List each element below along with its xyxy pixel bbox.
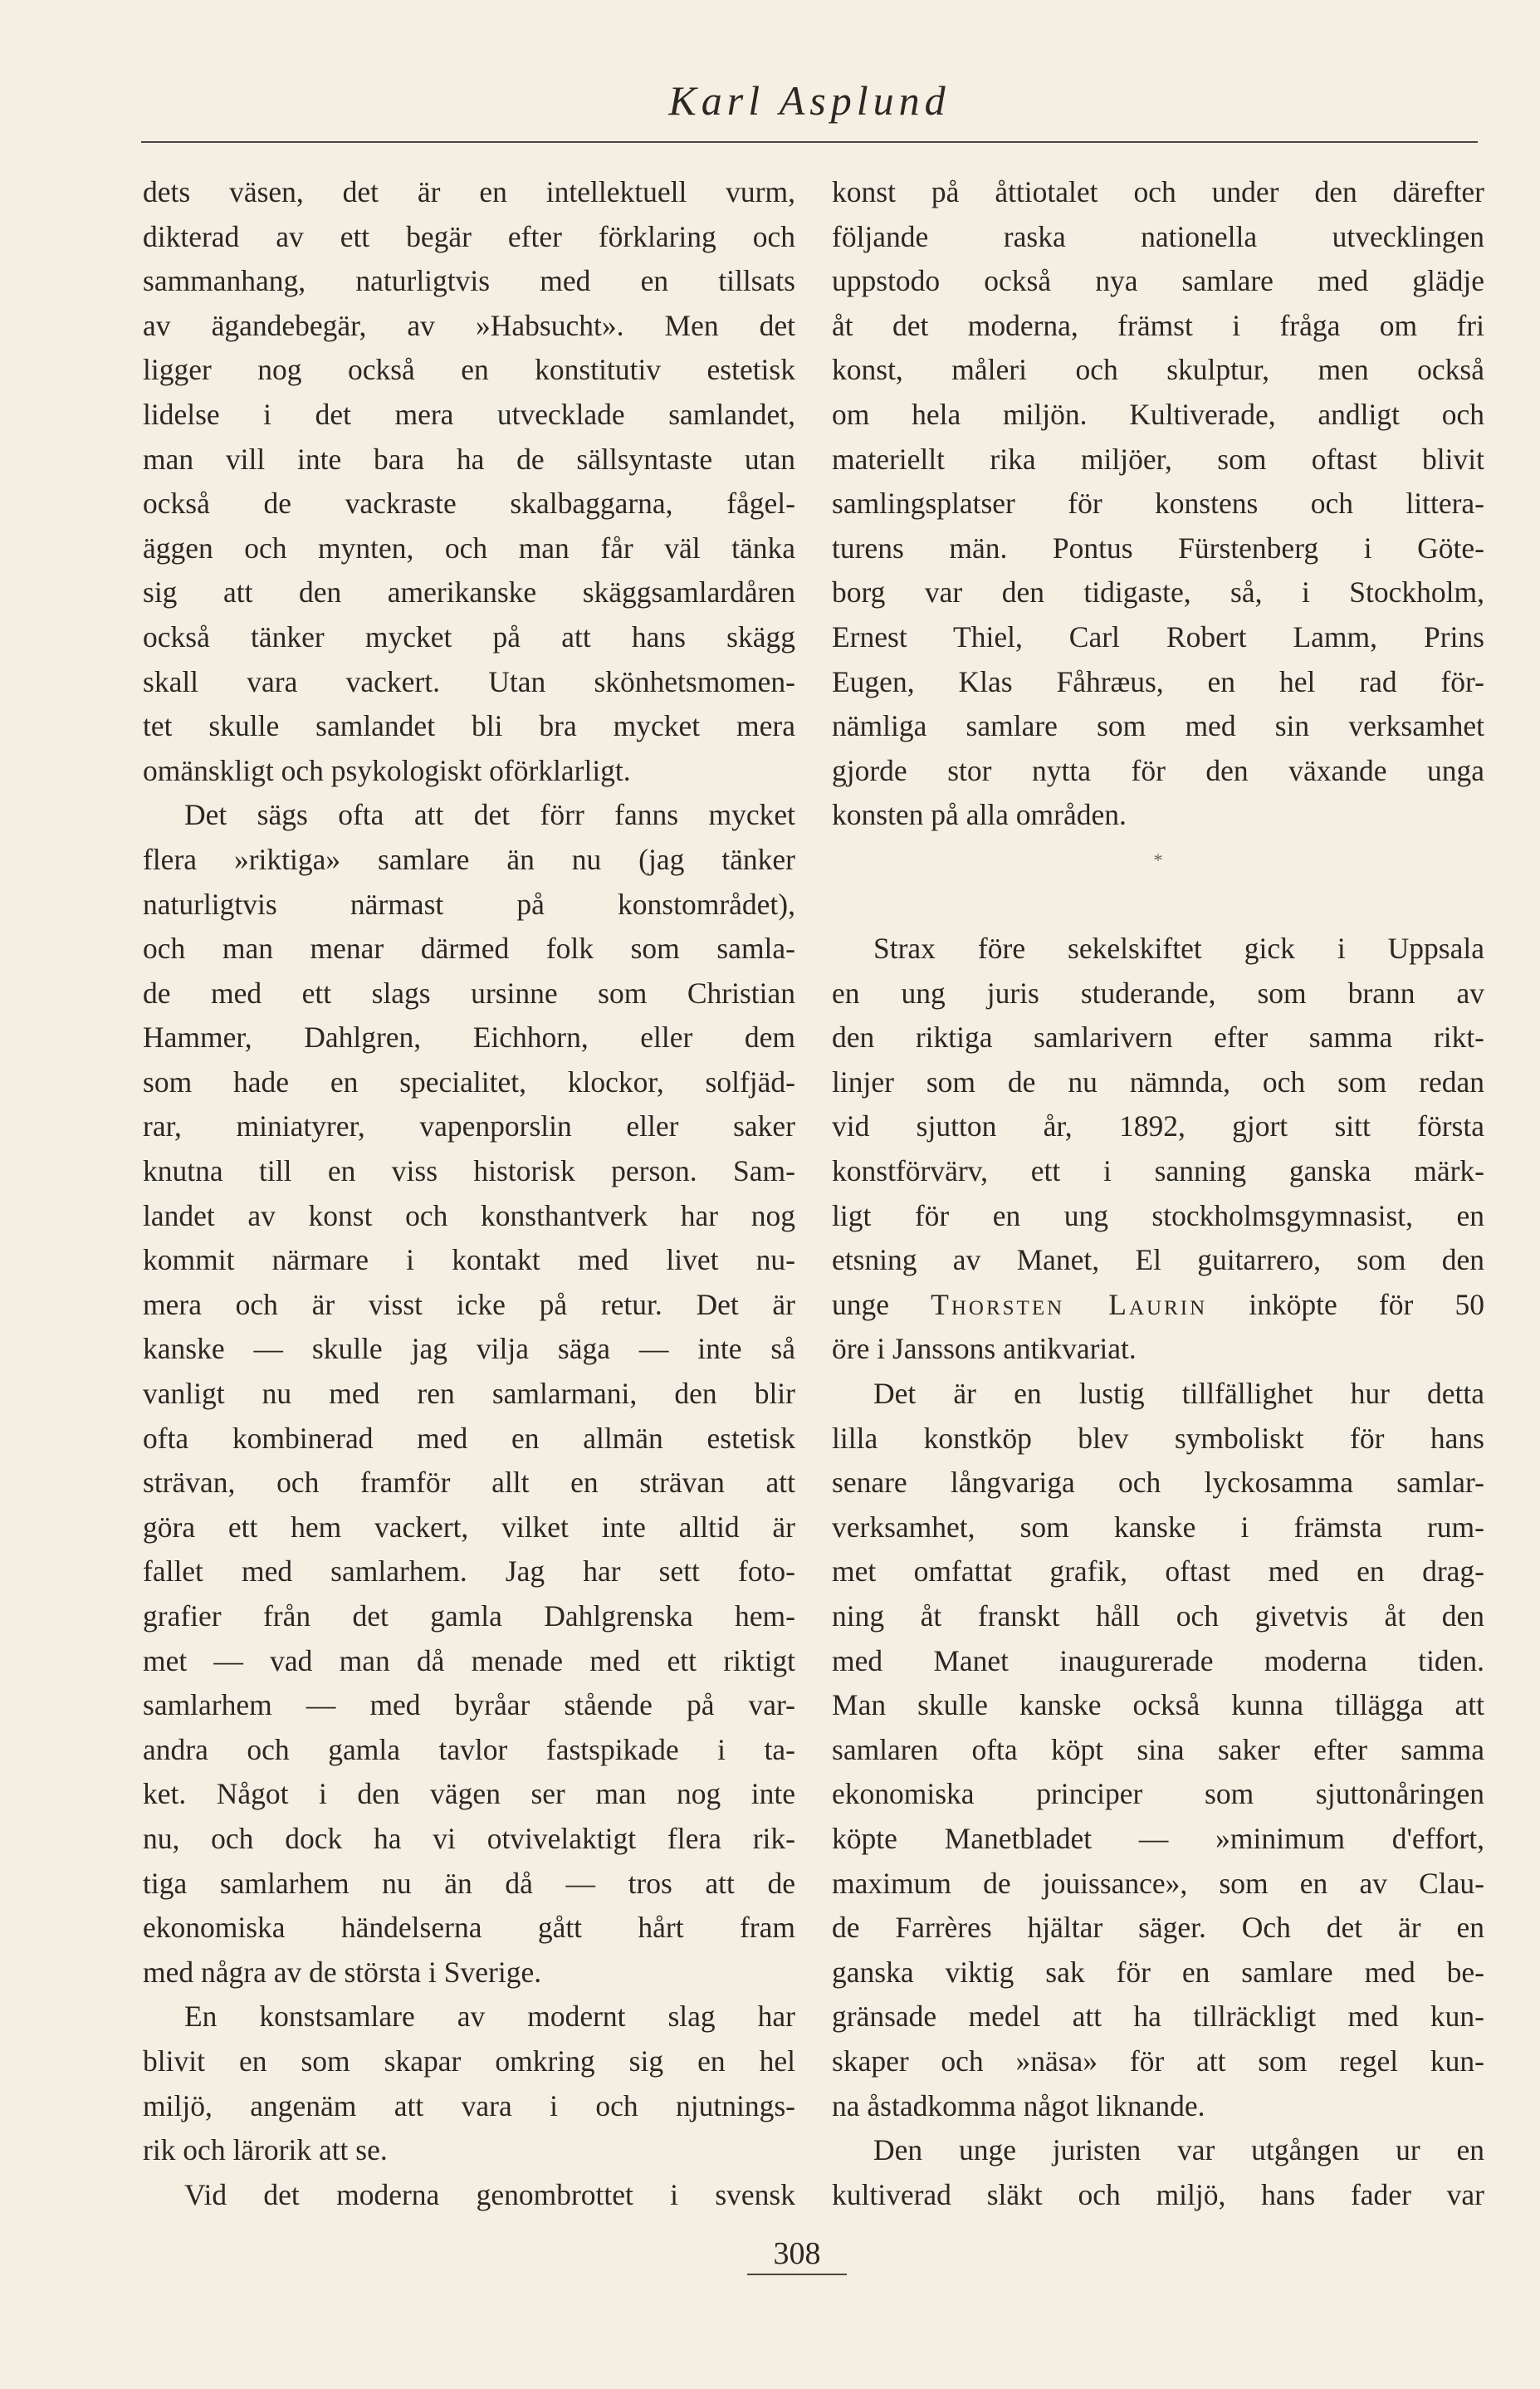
text-line: borg var den tidigaste, så, i Stockholm, <box>832 575 1484 609</box>
text-line: konst, måleri och skulptur, men också <box>832 353 1484 387</box>
text-line: uppstodo också nya samlare med glädje <box>832 264 1484 298</box>
text-line: Hammer, Dahlgren, Eichhorn, eller dem <box>143 1021 795 1055</box>
text-line: miljö, angenäm att vara i och njutnings- <box>143 2088 795 2122</box>
text-line: skaper och »näsa» för att som regel kun- <box>832 2044 1484 2078</box>
header-rule <box>141 141 1478 143</box>
text-line: konstförvärv, ett i sanning ganska märk- <box>832 1154 1484 1188</box>
section-gap <box>832 883 1484 928</box>
text-line: mera och är visst icke på retur. Det är <box>143 1287 795 1321</box>
text-line: samlarhem — med byråar stående på var- <box>143 1688 795 1722</box>
page-number: 308 <box>747 2235 847 2275</box>
text-line: kultiverad släkt och miljö, hans fader var <box>832 2177 1484 2211</box>
section-ornament: * <box>1153 849 1163 870</box>
text-line: etsning av Manet, El guitarrero, som den <box>832 1243 1484 1277</box>
text-line: en ung juris studerande, som brann av <box>832 976 1484 1010</box>
text-line: kanske — skulle jag vilja säga — inte så <box>143 1332 795 1366</box>
text-line: konsten på alla områden. <box>832 798 1127 832</box>
text-line: dikterad av ett begär efter förklaring och <box>143 219 795 253</box>
text-segment: inköpte för 50 <box>1249 1287 1484 1321</box>
text-line: rar, miniatyrer, vapenporslin eller saker <box>143 1109 795 1143</box>
text-line: äggen och mynten, och man får väl tänka <box>143 531 795 565</box>
text-line: de Farrères hjältar säger. Och det är en <box>832 1911 1484 1945</box>
text-line: nämliga samlare som med sin verksamhet <box>832 709 1484 743</box>
text-line: göra ett hem vackert, vilket inte alltid är <box>143 1510 795 1544</box>
text-line: av ägandebegär, av »Habsucht». Men det <box>143 308 795 342</box>
text-line: ning åt franskt håll och givetvis åt den <box>832 1599 1484 1633</box>
text-line: ekonomiska händelserna gått hårt fram <box>143 1911 795 1945</box>
text-line: landet av konst och konsthantverk har nog <box>143 1198 795 1232</box>
text-line: naturligtvis närmast på konstområdet), <box>143 887 795 921</box>
text-line: materiellt rika miljöer, som oftast blivit <box>832 442 1484 476</box>
text-line: med några av de största i Sverige. <box>143 1955 542 1989</box>
text-line: lilla konstköp blev symboliskt för hans <box>832 1421 1484 1455</box>
text-line: nu, och dock ha vi otvivelaktigt flera rik- <box>143 1821 795 1855</box>
text-line: vid sjutton år, 1892, gjort sitt första <box>832 1109 1484 1143</box>
text-line: öre i Janssons antikvariat. <box>832 1332 1137 1366</box>
text-line: Det sägs ofta att det förr fanns mycket <box>184 798 795 832</box>
text-line: rik och lärorik att se. <box>143 2133 388 2167</box>
text-line: fallet med samlarhem. Jag har sett foto- <box>143 1554 795 1589</box>
text-line: grafier från det gamla Dahlgrenska hem- <box>143 1599 795 1633</box>
text-line: lidelse i det mera utvecklade samlandet, <box>143 397 795 431</box>
person-name: Thorsten Laurin <box>931 1287 1208 1321</box>
text-line: den riktiga samlarivern efter samma rikt- <box>832 1021 1484 1055</box>
text-line: sig att den amerikanske skäggsamlardåren <box>143 575 795 609</box>
text-line: linjer som de nu nämnda, och som redan <box>832 1065 1484 1099</box>
text-line: turens män. Pontus Fürstenberg i Göte- <box>832 531 1484 565</box>
text-segment: unge <box>832 1287 890 1321</box>
text-line: samlaren ofta köpt sina saker efter samma <box>832 1732 1484 1766</box>
text-line: skall vara vackert. Utan skönhetsmomen- <box>143 664 795 698</box>
text-line: maximum de jouissance», som en av Clau- <box>832 1866 1484 1900</box>
text-line: knutna till en viss historisk person. Sam- <box>143 1154 795 1188</box>
text-line: flera »riktiga» samlare än nu (jag tänker <box>143 842 795 876</box>
text-line: sammanhang, naturligtvis med en tillsats <box>143 264 795 298</box>
text-line: kommit närmare i kontakt med livet nu- <box>143 1243 795 1277</box>
text-line: med Manet inaugurerade moderna tiden. <box>832 1643 1484 1677</box>
text-line: ganska viktig sak för en samlare med be- <box>832 1955 1484 1989</box>
text-line: met omfattat grafik, oftast med en drag- <box>832 1554 1484 1589</box>
text-line: man vill inte bara ha de sällsyntaste utan <box>143 442 795 476</box>
text-line: om hela miljön. Kultiverade, andligt och <box>832 397 1484 431</box>
text-line: ligger nog också en konstitutiv estetisk <box>143 353 795 387</box>
text-line: senare långvariga och lyckosamma samlar- <box>832 1466 1484 1500</box>
text-line: blivit en som skapar omkring sig en hel <box>143 2044 795 2078</box>
text-line: andra och gamla tavlor fastspikade i ta- <box>143 1732 795 1766</box>
text-line: de med ett slags ursinne som Christian <box>143 976 795 1010</box>
text-line: En konstsamlare av modernt slag har <box>184 2000 795 2034</box>
text-line: na åstadkomma något liknande. <box>832 2088 1205 2122</box>
text-line: Ernest Thiel, Carl Robert Lamm, Prins <box>832 619 1484 654</box>
text-line: Strax före sekelskiftet gick i Uppsala <box>873 932 1484 966</box>
text-line <box>832 1283 1484 1328</box>
text-line: gjorde stor nytta för den växande unga <box>832 753 1484 787</box>
text-line: dets väsen, det är en intellektuell vurm, <box>143 175 795 208</box>
text-line: met — vad man då menade med ett riktigt <box>143 1643 795 1677</box>
text-line: ligt för en ung stockholmsgymnasist, en <box>832 1198 1484 1232</box>
text-line: åt det moderna, främst i fråga om fri <box>832 308 1484 342</box>
text-line: gränsade medel att ha tillräckligt med kun- <box>832 2000 1484 2034</box>
text-line: följande raska nationella utvecklingen <box>832 219 1484 253</box>
text-line: ekonomiska principer som sjuttonåringen <box>832 1777 1484 1811</box>
text-line: ket. Något i den vägen ser man nog inte <box>143 1777 795 1811</box>
text-line: Det är en lustig tillfällighet hur detta <box>873 1377 1484 1411</box>
text-line: strävan, och framför allt en strävan att <box>143 1466 795 1500</box>
running-head: Karl Asplund <box>668 77 951 124</box>
text-line: och man menar därmed folk som samla- <box>143 932 795 966</box>
text-line: tet skulle samlandet bli bra mycket mera <box>143 709 795 743</box>
text-line: köpte Manetbladet — »minimum d'effort, <box>832 1821 1484 1855</box>
text-line: tiga samlarhem nu än då — tros att de <box>143 1866 795 1900</box>
text-line: Vid det moderna genombrottet i svensk <box>184 2177 795 2211</box>
right-column <box>832 170 1484 2217</box>
left-column <box>143 170 795 2217</box>
text-line: samlingsplatser för konstens och littera- <box>832 487 1484 521</box>
text-line: som hade en specialitet, klockor, solfjäd- <box>143 1065 795 1099</box>
text-line: omänskligt och psykologiskt oförklarligt. <box>143 753 631 787</box>
text-line: Eugen, Klas Fåhræus, en hel rad för- <box>832 664 1484 698</box>
text-line: Man skulle kanske också kunna tillägga att <box>832 1688 1484 1722</box>
text-line: ofta kombinerad med en allmän estetisk <box>143 1421 795 1455</box>
text-line: också de vackraste skalbaggarna, fågel- <box>143 487 795 521</box>
text-line: också tänker mycket på att hans skägg <box>143 619 795 654</box>
text-line: verksamhet, som kanske i främsta rum- <box>832 1510 1484 1544</box>
text-line: vanligt nu med ren samlarmani, den blir <box>143 1377 795 1411</box>
text-line: Den unge juristen var utgången ur en <box>873 2133 1484 2167</box>
text-line: konst på åttiotalet och under den därefter <box>832 175 1484 208</box>
